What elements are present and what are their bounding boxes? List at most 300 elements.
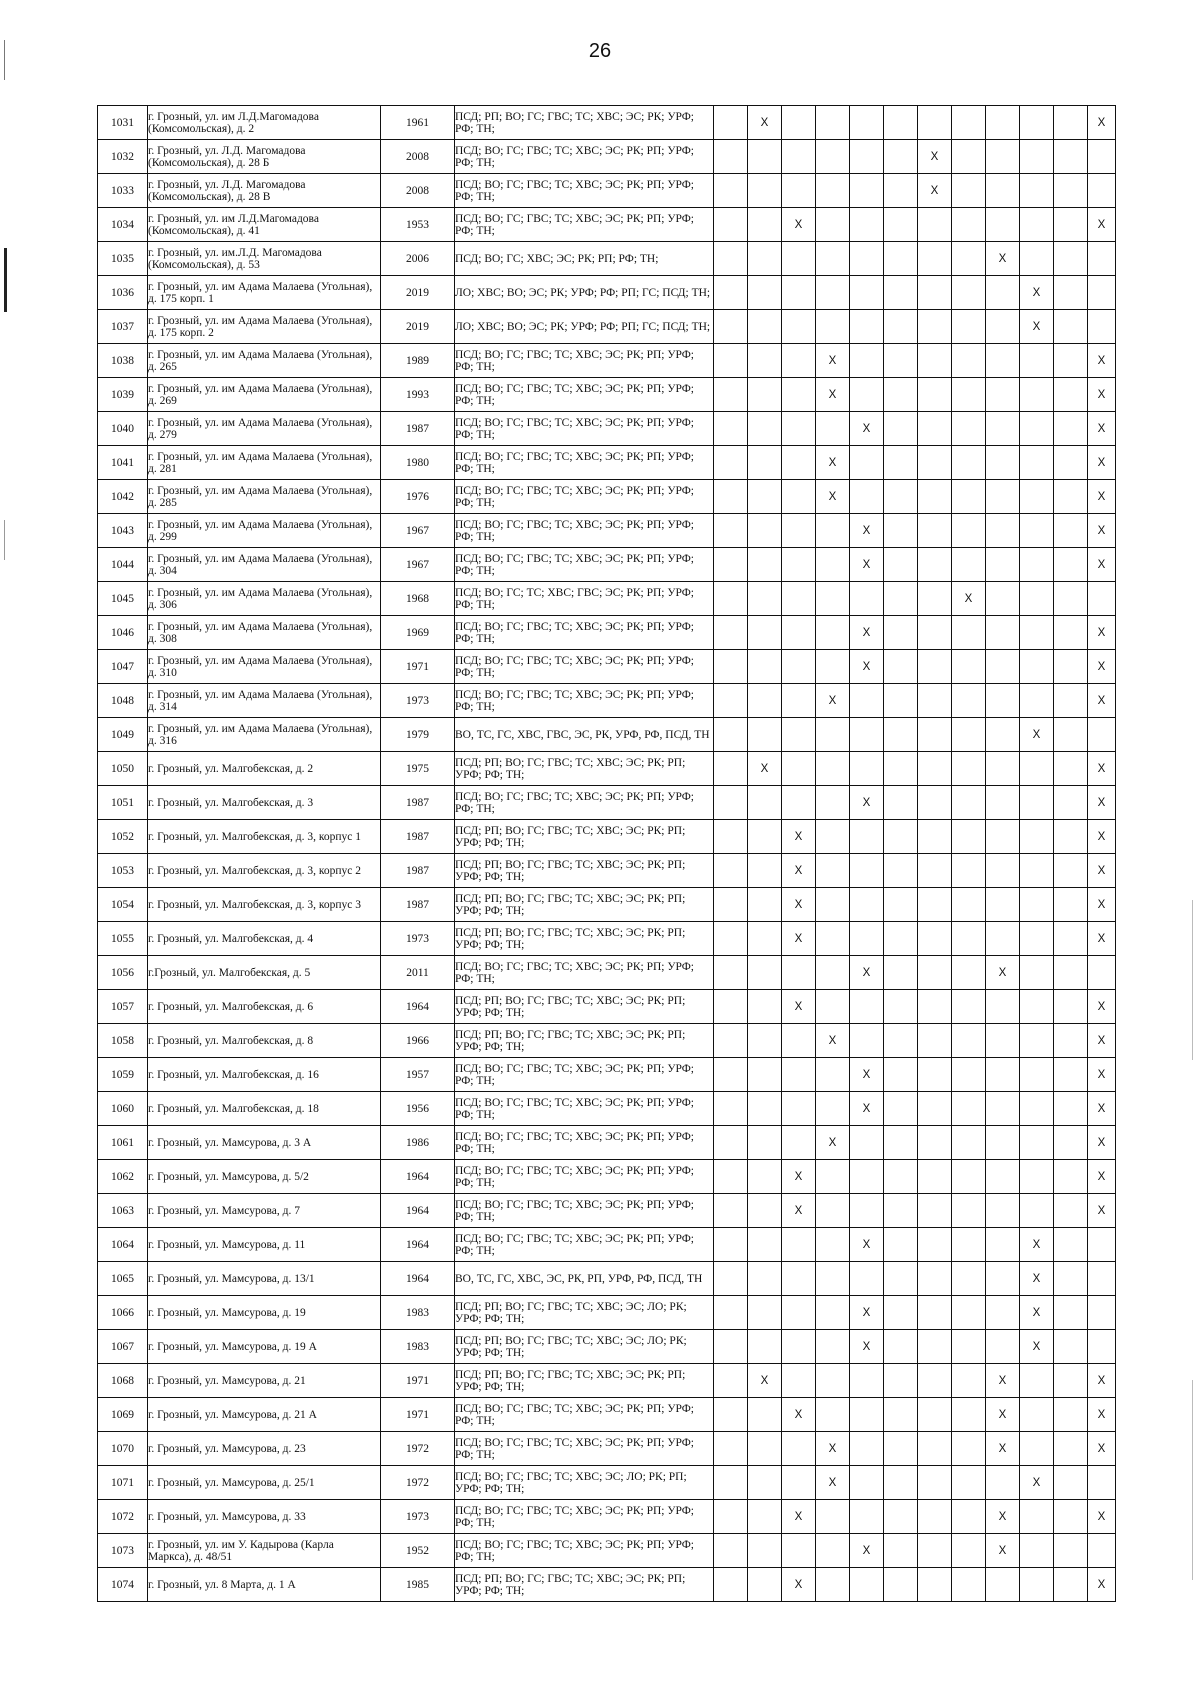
period-mark-cell [884, 752, 918, 786]
period-mark-cell [952, 1126, 986, 1160]
period-mark-cell: X [850, 1228, 884, 1262]
row-number: 1071 [98, 1466, 148, 1500]
period-mark-cell [714, 446, 748, 480]
period-mark-cell: X [850, 786, 884, 820]
period-mark-cell: X [1088, 1364, 1116, 1398]
period-mark-cell [748, 1568, 782, 1602]
period-mark-cell [816, 548, 850, 582]
period-mark-cell [884, 1296, 918, 1330]
period-mark-cell [714, 1364, 748, 1398]
year-cell: 1971 [381, 1398, 455, 1432]
period-mark-cell [816, 1262, 850, 1296]
period-mark-cell [1054, 854, 1088, 888]
row-number: 1043 [98, 514, 148, 548]
period-mark-cell [1020, 1024, 1054, 1058]
address-cell: г. Грозный, ул. Малгобекская, д. 3, корпус 1 [148, 820, 381, 854]
period-mark-cell: X [850, 616, 884, 650]
period-mark-cell [986, 310, 1020, 344]
row-number: 1051 [98, 786, 148, 820]
period-mark-cell: X [850, 956, 884, 990]
period-mark-cell [748, 174, 782, 208]
table-row [98, 820, 1116, 854]
table-row [98, 276, 1116, 310]
period-mark-cell [986, 514, 1020, 548]
period-mark-cell [986, 174, 1020, 208]
table-row [98, 1092, 1116, 1126]
period-mark-cell [1054, 1466, 1088, 1500]
period-mark-cell: X [1088, 208, 1116, 242]
year-cell: 1986 [381, 1126, 455, 1160]
year-cell: 1964 [381, 1194, 455, 1228]
address-cell: г. Грозный, ул. Малгобекская, д. 8 [148, 1024, 381, 1058]
address-cell: г. Грозный, ул. Мамсурова, д. 5/2 [148, 1160, 381, 1194]
period-mark-cell [884, 1194, 918, 1228]
period-mark-cell [952, 990, 986, 1024]
works-cell: ПСД; РП; ВО; ГС; ГВС; ТС; ХВС; ЭС; РК; РП; УРФ; РФ; ТН; [455, 1024, 714, 1058]
period-mark-cell [714, 310, 748, 344]
period-mark-cell [1054, 1500, 1088, 1534]
row-number: 1036 [98, 276, 148, 310]
table-row [98, 582, 1116, 616]
row-number: 1032 [98, 140, 148, 174]
period-mark-cell [986, 1262, 1020, 1296]
period-mark-cell [918, 514, 952, 548]
period-mark-cell [850, 1024, 884, 1058]
period-mark-cell: X [1088, 1194, 1116, 1228]
row-number: 1073 [98, 1534, 148, 1568]
period-mark-cell [850, 1160, 884, 1194]
period-mark-cell [850, 1432, 884, 1466]
period-mark-cell [952, 1330, 986, 1364]
row-number: 1034 [98, 208, 148, 242]
address-cell: г. Грозный, ул. Мамсурова, д. 3 А [148, 1126, 381, 1160]
period-mark-cell: X [1088, 1126, 1116, 1160]
table-row [98, 310, 1116, 344]
period-mark-cell [1020, 446, 1054, 480]
period-mark-cell: X [850, 514, 884, 548]
period-mark-cell [1088, 956, 1116, 990]
period-mark-cell: X [850, 1296, 884, 1330]
period-mark-cell: X [1088, 344, 1116, 378]
period-mark-cell [816, 1194, 850, 1228]
period-mark-cell [1054, 1432, 1088, 1466]
period-mark-cell [714, 480, 748, 514]
period-mark-cell [714, 650, 748, 684]
address-cell: г. Грозный, ул. 8 Марта, д. 1 А [148, 1568, 381, 1602]
period-mark-cell: X [748, 106, 782, 140]
row-number: 1047 [98, 650, 148, 684]
period-mark-cell [748, 820, 782, 854]
table-row [98, 1262, 1116, 1296]
page-number: 26 [588, 40, 612, 62]
period-mark-cell [986, 1296, 1020, 1330]
period-mark-cell [1054, 1160, 1088, 1194]
period-mark-cell [986, 480, 1020, 514]
period-mark-cell [884, 1568, 918, 1602]
period-mark-cell [1054, 310, 1088, 344]
period-mark-cell [1054, 616, 1088, 650]
row-number: 1041 [98, 446, 148, 480]
period-mark-cell [782, 276, 816, 310]
period-mark-cell [952, 412, 986, 446]
period-mark-cell [1088, 582, 1116, 616]
period-mark-cell [952, 1296, 986, 1330]
year-cell: 1964 [381, 1228, 455, 1262]
table-row [98, 684, 1116, 718]
address-cell: г. Грозный, ул. Мамсурова, д. 11 [148, 1228, 381, 1262]
registry-body [98, 106, 1116, 1602]
period-mark-cell [884, 412, 918, 446]
works-cell: ПСД; ВО; ГС; ГВС; ТС; ХВС; ЭС; РК; РП; УРФ; РФ; ТН; [455, 344, 714, 378]
period-mark-cell [884, 1160, 918, 1194]
period-mark-cell [748, 242, 782, 276]
row-number: 1052 [98, 820, 148, 854]
period-mark-cell: X [816, 1466, 850, 1500]
period-mark-cell [782, 480, 816, 514]
period-mark-cell [714, 1296, 748, 1330]
year-cell: 1983 [381, 1330, 455, 1364]
period-mark-cell [884, 1262, 918, 1296]
row-number: 1057 [98, 990, 148, 1024]
works-cell: ПСД; ВО; ГС; ГВС; ТС; ХВС; ЭС; РК; РП; УРФ; РФ; ТН; [455, 1058, 714, 1092]
period-mark-cell [952, 1568, 986, 1602]
period-mark-cell [782, 174, 816, 208]
period-mark-cell [952, 956, 986, 990]
year-cell: 1993 [381, 378, 455, 412]
period-mark-cell [782, 650, 816, 684]
period-mark-cell: X [816, 1024, 850, 1058]
period-mark-cell [1088, 242, 1116, 276]
period-mark-cell [714, 1228, 748, 1262]
scan-artifact [4, 248, 7, 312]
period-mark-cell: X [850, 1092, 884, 1126]
works-cell: ПСД; ВО; ГС; ГВС; ТС; ХВС; ЭС; РК; РП; УРФ; РФ; ТН; [455, 208, 714, 242]
table-row [98, 514, 1116, 548]
table-row [98, 412, 1116, 446]
period-mark-cell [952, 684, 986, 718]
works-cell: ПСД; ВО; ГС; ГВС; ТС; ХВС; ЭС; РК; РП; УРФ; РФ; ТН; [455, 514, 714, 548]
period-mark-cell [918, 378, 952, 412]
period-mark-cell [1020, 1568, 1054, 1602]
period-mark-cell [748, 1262, 782, 1296]
period-mark-cell [918, 412, 952, 446]
period-mark-cell [884, 1432, 918, 1466]
period-mark-cell: X [1088, 446, 1116, 480]
period-mark-cell [884, 650, 918, 684]
period-mark-cell [816, 1330, 850, 1364]
period-mark-cell [782, 752, 816, 786]
period-mark-cell [748, 1534, 782, 1568]
period-mark-cell [1054, 752, 1088, 786]
works-cell: ПСД; ВО; ГС; ТС; ХВС; ГВС; ЭС; РК; РП; УРФ; РФ; ТН; [455, 582, 714, 616]
row-number: 1035 [98, 242, 148, 276]
address-cell: г. Грозный, ул. им Адама Малаева (Угольная), д. 285 [148, 480, 381, 514]
period-mark-cell: X [1088, 1500, 1116, 1534]
year-cell: 2019 [381, 310, 455, 344]
period-mark-cell [918, 242, 952, 276]
period-mark-cell [884, 1398, 918, 1432]
period-mark-cell [748, 1160, 782, 1194]
year-cell: 1961 [381, 106, 455, 140]
period-mark-cell [782, 1364, 816, 1398]
period-mark-cell [1088, 140, 1116, 174]
period-mark-cell [748, 1296, 782, 1330]
period-mark-cell [850, 344, 884, 378]
period-mark-cell [986, 718, 1020, 752]
period-mark-cell [748, 888, 782, 922]
period-mark-cell [918, 1126, 952, 1160]
period-mark-cell [714, 174, 748, 208]
year-cell: 2019 [381, 276, 455, 310]
period-mark-cell [918, 820, 952, 854]
period-mark-cell [918, 956, 952, 990]
year-cell: 1973 [381, 922, 455, 956]
period-mark-cell [816, 616, 850, 650]
period-mark-cell [952, 854, 986, 888]
table-row [98, 1398, 1116, 1432]
period-mark-cell [884, 888, 918, 922]
period-mark-cell [748, 1058, 782, 1092]
works-cell: ПСД; ВО; ГС; ГВС; ТС; ХВС; ЭС; РК; РП; УРФ; РФ; ТН; [455, 1126, 714, 1160]
year-cell: 1987 [381, 888, 455, 922]
period-mark-cell [816, 1398, 850, 1432]
period-mark-cell: X [782, 1568, 816, 1602]
period-mark-cell [1054, 1568, 1088, 1602]
table-row [98, 548, 1116, 582]
period-mark-cell [1020, 1126, 1054, 1160]
works-cell: ВО, ТС, ГС, ХВС, ГВС, ЭС, РК, УРФ, РФ, ПСД, ТН [455, 718, 714, 752]
period-mark-cell: X [816, 378, 850, 412]
period-mark-cell [1088, 174, 1116, 208]
period-mark-cell [986, 1160, 1020, 1194]
address-cell: г. Грозный, ул. им У. Кадырова (Карла Маркса), д. 48/51 [148, 1534, 381, 1568]
period-mark-cell [816, 650, 850, 684]
year-cell: 1971 [381, 650, 455, 684]
period-mark-cell: X [1088, 990, 1116, 1024]
period-mark-cell [850, 378, 884, 412]
period-mark-cell [782, 310, 816, 344]
address-cell: г. Грозный, ул. Мамсурова, д. 13/1 [148, 1262, 381, 1296]
period-mark-cell [850, 446, 884, 480]
period-mark-cell [850, 1364, 884, 1398]
period-mark-cell [1020, 1500, 1054, 1534]
period-mark-cell [1054, 548, 1088, 582]
address-cell: г. Грозный, ул. им Адама Малаева (Угольная), д. 281 [148, 446, 381, 480]
period-mark-cell [986, 446, 1020, 480]
period-mark-cell [986, 1058, 1020, 1092]
period-mark-cell [782, 1092, 816, 1126]
address-cell: г. Грозный, ул. им Адама Малаева (Угольная), д. 310 [148, 650, 381, 684]
period-mark-cell: X [782, 208, 816, 242]
period-mark-cell [952, 242, 986, 276]
row-number: 1067 [98, 1330, 148, 1364]
period-mark-cell [1020, 1398, 1054, 1432]
year-cell: 1966 [381, 1024, 455, 1058]
period-mark-cell [884, 1534, 918, 1568]
period-mark-cell [1020, 1092, 1054, 1126]
period-mark-cell [782, 1262, 816, 1296]
address-cell: г. Грозный, ул. Мамсурова, д. 33 [148, 1500, 381, 1534]
row-number: 1055 [98, 922, 148, 956]
works-cell: ПСД; ВО; ГС; ГВС; ТС; ХВС; ЭС; РК; РП; УРФ; РФ; ТН; [455, 1194, 714, 1228]
year-cell: 1985 [381, 1568, 455, 1602]
period-mark-cell [1020, 888, 1054, 922]
address-cell: г. Грозный, ул. Малгобекская, д. 3, корпус 2 [148, 854, 381, 888]
period-mark-cell [782, 140, 816, 174]
works-cell: ПСД; ВО; ГС; ГВС; ТС; ХВС; ЭС; РК; РП; УРФ; РФ; ТН; [455, 1160, 714, 1194]
period-mark-cell [1020, 1194, 1054, 1228]
period-mark-cell [1020, 616, 1054, 650]
period-mark-cell [816, 242, 850, 276]
row-number: 1074 [98, 1568, 148, 1602]
period-mark-cell [1054, 344, 1088, 378]
period-mark-cell: X [918, 174, 952, 208]
period-mark-cell [816, 1534, 850, 1568]
period-mark-cell: X [782, 990, 816, 1024]
period-mark-cell [1054, 1364, 1088, 1398]
period-mark-cell [748, 922, 782, 956]
period-mark-cell: X [986, 1534, 1020, 1568]
year-cell: 1987 [381, 412, 455, 446]
period-mark-cell: X [816, 446, 850, 480]
period-mark-cell [782, 1126, 816, 1160]
period-mark-cell [952, 208, 986, 242]
period-mark-cell [816, 1568, 850, 1602]
year-cell: 1973 [381, 684, 455, 718]
period-mark-cell [816, 888, 850, 922]
works-cell: ПСД; ВО; ГС; ГВС; ТС; ХВС; ЭС; РК; РП; УРФ; РФ; ТН; [455, 1092, 714, 1126]
period-mark-cell [918, 1024, 952, 1058]
table-row [98, 446, 1116, 480]
period-mark-cell [714, 344, 748, 378]
year-cell: 1956 [381, 1092, 455, 1126]
period-mark-cell [1054, 1194, 1088, 1228]
period-mark-cell [748, 582, 782, 616]
address-cell: г. Грозный, ул. им Адама Малаева (Угольная), д. 175 корп. 2 [148, 310, 381, 344]
period-mark-cell [748, 1398, 782, 1432]
period-mark-cell [918, 1432, 952, 1466]
period-mark-cell [816, 412, 850, 446]
period-mark-cell [714, 1330, 748, 1364]
period-mark-cell [714, 1500, 748, 1534]
period-mark-cell [884, 1330, 918, 1364]
period-mark-cell [952, 650, 986, 684]
period-mark-cell [714, 888, 748, 922]
works-cell: ПСД; РП; ВО; ГС; ГВС; ТС; ХВС; ЭС; РК; РП; УРФ; РФ; ТН; [455, 888, 714, 922]
period-mark-cell [748, 684, 782, 718]
address-cell: г. Грозный, ул. Л.Д. Магомадова (Комсомольская), д. 28 В [148, 174, 381, 208]
year-cell: 1973 [381, 1500, 455, 1534]
period-mark-cell [884, 1024, 918, 1058]
period-mark-cell [714, 684, 748, 718]
period-mark-cell [714, 140, 748, 174]
period-mark-cell: X [1088, 820, 1116, 854]
period-mark-cell: X [986, 1398, 1020, 1432]
period-mark-cell [1088, 1534, 1116, 1568]
works-cell: ПСД; ВО; ГС; ГВС; ТС; ХВС; ЭС; РК; РП; УРФ; РФ; ТН; [455, 446, 714, 480]
period-mark-cell: X [1088, 616, 1116, 650]
row-number: 1060 [98, 1092, 148, 1126]
period-mark-cell [748, 208, 782, 242]
period-mark-cell: X [782, 1160, 816, 1194]
period-mark-cell [952, 718, 986, 752]
works-cell: ПСД; ВО; ГС; ГВС; ТС; ХВС; ЭС; РК; РП; УРФ; РФ; ТН; [455, 650, 714, 684]
period-mark-cell [748, 1194, 782, 1228]
period-mark-cell: X [748, 752, 782, 786]
period-mark-cell: X [1020, 1262, 1054, 1296]
period-mark-cell [1020, 684, 1054, 718]
period-mark-cell [884, 1126, 918, 1160]
period-mark-cell [884, 140, 918, 174]
period-mark-cell: X [850, 1058, 884, 1092]
period-mark-cell [918, 208, 952, 242]
works-cell: ПСД; РП; ВО; ГС; ГВС; ТС; ХВС; ЭС; РК; РП; УРФ; РФ; ТН; [455, 820, 714, 854]
works-cell: ПСД; РП; ВО; ГС; ГВС; ТС; ХВС; ЭС; РК; РП; УРФ; РФ; ТН; [455, 922, 714, 956]
row-number: 1064 [98, 1228, 148, 1262]
period-mark-cell [918, 480, 952, 514]
period-mark-cell [1020, 106, 1054, 140]
period-mark-cell [850, 106, 884, 140]
period-mark-cell: X [850, 548, 884, 582]
period-mark-cell [782, 548, 816, 582]
period-mark-cell [918, 446, 952, 480]
period-mark-cell [1020, 140, 1054, 174]
period-mark-cell [1054, 1398, 1088, 1432]
row-number: 1059 [98, 1058, 148, 1092]
row-number: 1054 [98, 888, 148, 922]
period-mark-cell [850, 242, 884, 276]
period-mark-cell [884, 378, 918, 412]
table-row [98, 242, 1116, 276]
row-number: 1063 [98, 1194, 148, 1228]
period-mark-cell [952, 1364, 986, 1398]
period-mark-cell [986, 412, 1020, 446]
period-mark-cell [952, 140, 986, 174]
period-mark-cell [986, 1024, 1020, 1058]
period-mark-cell [918, 616, 952, 650]
period-mark-cell [884, 990, 918, 1024]
period-mark-cell [986, 922, 1020, 956]
address-cell: г. Грозный, ул. Малгобекская, д. 2 [148, 752, 381, 786]
table-row [98, 140, 1116, 174]
period-mark-cell [918, 106, 952, 140]
address-cell: г. Грозный, ул. им Адама Малаева (Угольная), д. 175 корп. 1 [148, 276, 381, 310]
period-mark-cell [714, 990, 748, 1024]
period-mark-cell [986, 990, 1020, 1024]
period-mark-cell [1020, 514, 1054, 548]
address-cell: г. Грозный, ул. им Адама Малаева (Угольная), д. 265 [148, 344, 381, 378]
period-mark-cell [952, 1092, 986, 1126]
period-mark-cell [1020, 650, 1054, 684]
period-mark-cell [1054, 1534, 1088, 1568]
works-cell: ПСД; ВО; ГС; ГВС; ТС; ХВС; ЭС; РК; РП; УРФ; РФ; ТН; [455, 1500, 714, 1534]
period-mark-cell [952, 446, 986, 480]
period-mark-cell: X [782, 888, 816, 922]
period-mark-cell [748, 344, 782, 378]
period-mark-cell [1020, 1432, 1054, 1466]
period-mark-cell [714, 752, 748, 786]
period-mark-cell [884, 242, 918, 276]
period-mark-cell [986, 888, 1020, 922]
period-mark-cell [748, 276, 782, 310]
period-mark-cell [748, 616, 782, 650]
period-mark-cell: X [1088, 752, 1116, 786]
period-mark-cell [850, 1398, 884, 1432]
period-mark-cell [714, 1398, 748, 1432]
period-mark-cell [782, 1432, 816, 1466]
year-cell: 1964 [381, 1262, 455, 1296]
period-mark-cell [918, 1092, 952, 1126]
